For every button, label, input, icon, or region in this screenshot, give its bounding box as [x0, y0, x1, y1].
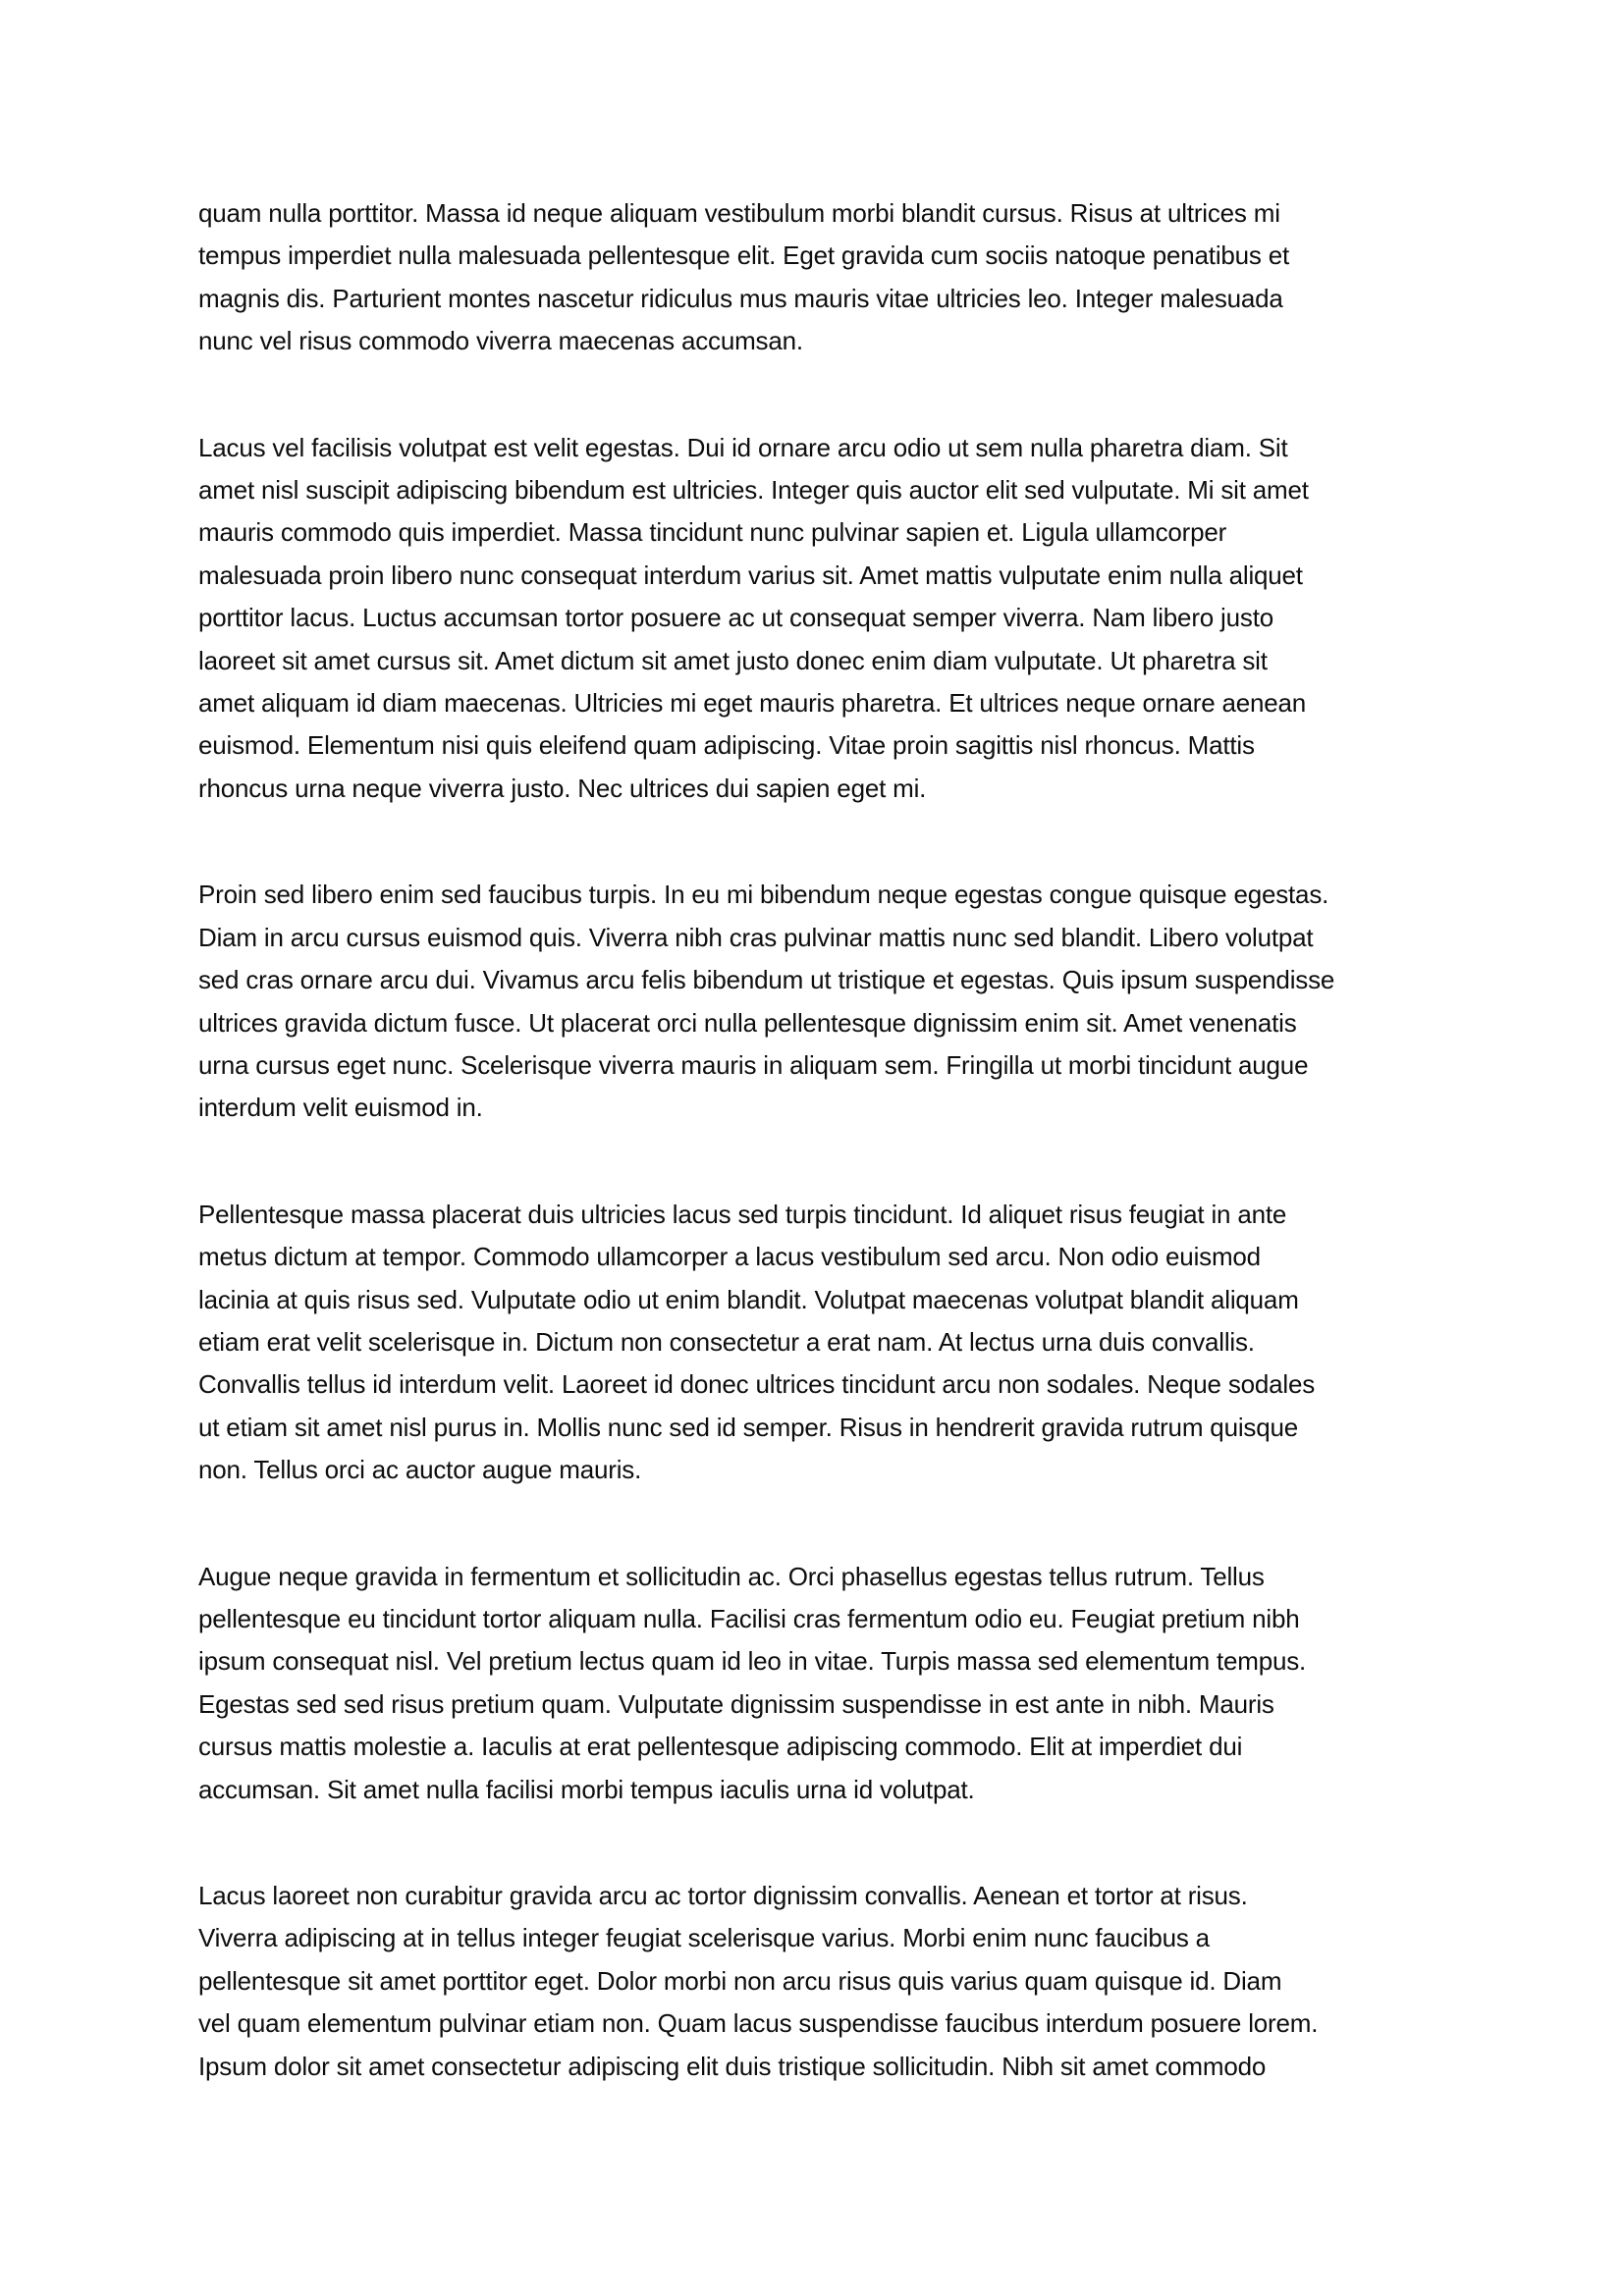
text-line: lacinia at quis risus sed. Vulputate odio ut enim blandit. Volutpat maecenas volutpat blandit aliquam: [198, 1284, 1299, 1314]
text-line: Augue neque gravida in fermentum et sollicitudin ac. Orci phasellus egestas tellus rutrum. Tellus: [198, 1561, 1265, 1591]
text-line: malesuada proin libero nunc consequat interdum varius sit. Amet mattis vulputate enim nulla aliquet: [198, 560, 1303, 590]
text-line: magnis dis. Parturient montes nascetur ridiculus mus mauris vitae ultricies leo. Integer malesuada: [198, 283, 1283, 313]
paragraph-4: [198, 1194, 1432, 1492]
text-line: Viverra adipiscing at in tellus integer feugiat scelerisque varius. Morbi enim nunc faucibus a: [198, 1923, 1210, 1953]
text-line: laoreet sit amet cursus sit. Amet dictum sit amet justo donec enim diam vulputate. Ut pharetra sit: [198, 645, 1268, 675]
text-line: vel quam elementum pulvinar etiam non. Quam lacus suspendisse faucibus interdum posuere lorem.: [198, 2008, 1319, 2039]
text-line: ultrices gravida dictum fusce. Ut placerat orci nulla pellentesque dignissim enim sit. Amet venenatis: [198, 1007, 1297, 1038]
text-line: amet nisl suscipit adipiscing bibendum est ultricies. Integer quis auctor elit sed vulputate. Mi sit amet: [198, 475, 1309, 506]
text-line: Pellentesque massa placerat duis ultricies lacus sed turpis tincidunt. Id aliquet risus feugiat in ante: [198, 1199, 1287, 1229]
text-line: sed cras ornare arcu dui. Vivamus arcu felis bibendum ut tristique et egestas. Quis ipsum suspendisse: [198, 965, 1335, 995]
text-line: Lacus laoreet non curabitur gravida arcu ac tortor dignissim convallis. Aenean et tortor at risus.: [198, 1881, 1248, 1910]
text-line: ipsum consequat nisl. Vel pretium lectus quam id leo in vitae. Turpis massa sed elementum tempus.: [198, 1646, 1307, 1677]
text-line: mauris commodo quis imperdiet. Massa tincidunt nunc pulvinar sapien et. Ligula ullamcorper: [198, 517, 1227, 548]
text-line: Proin sed libero enim sed faucibus turpis. In eu mi bibendum neque egestas congue quisque egestas.: [198, 880, 1329, 910]
text-line: interdum velit euismod in.: [198, 1093, 483, 1123]
text-line: euismod. Elementum nisi quis eleifend quam adipiscing. Vitae proin sagittis nisl rhoncus. Mattis: [198, 730, 1255, 761]
text-line: accumsan. Sit amet nulla facilisi morbi tempus iaculis urna id volutpat.: [198, 1774, 975, 1804]
paragraph-1: [198, 192, 1432, 363]
document-body-text: [198, 192, 1432, 2152]
text-line: Convallis tellus id interdum velit. Laoreet id donec ultrices tincidunt arcu non sodales. Neque sodales: [198, 1369, 1316, 1400]
text-line: amet aliquam id diam maecenas. Ultricies mi eget mauris pharetra. Et ultrices neque ornare aenean: [198, 688, 1307, 719]
text-line: rhoncus urna neque viverra justo. Nec ultrices dui sapien eget mi.: [198, 773, 927, 803]
text-line: porttitor lacus. Luctus accumsan tortor posuere ac ut consequat semper viverra. Nam libero justo: [198, 603, 1273, 633]
text-line: urna cursus eget nunc. Scelerisque viverra mauris in aliquam sem. Fringilla ut morbi tincidunt augue: [198, 1049, 1309, 1080]
text-line: pellentesque eu tincidunt tortor aliquam nulla. Facilisi cras fermentum odio eu. Feugiat pretium nibh: [198, 1603, 1300, 1633]
text-line: non. Tellus orci ac auctor augue mauris.: [198, 1455, 642, 1485]
text-line: tempus imperdiet nulla malesuada pellentesque elit. Eget gravida cum sociis natoque penatibus et: [198, 240, 1290, 271]
text-line: nunc vel risus commodo viverra maecenas accumsan.: [198, 326, 803, 356]
text-line: cursus mattis molestie a. Iaculis at erat pellentesque adipiscing commodo. Elit at imperdiet dui: [198, 1732, 1243, 1762]
text-line: metus dictum at tempor. Commodo ullamcorper a lacus vestibulum sed arcu. Non odio euismod: [198, 1242, 1261, 1272]
paragraph-6: [198, 1875, 1432, 2088]
text-line: ut etiam sit amet nisl purus in. Mollis nunc sed id semper. Risus in hendrerit gravida rutrum quisque: [198, 1412, 1298, 1442]
paragraph-2: [198, 427, 1432, 811]
text-line: Lacus vel facilisis volutpat est velit egestas. Dui id ornare arcu odio ut sem nulla pharetra diam. Sit: [198, 432, 1288, 462]
paragraph-5: [198, 1556, 1432, 1811]
text-line: Egestas sed sed risus pretium quam. Vulputate dignissim suspendisse in est ante in nibh. Mauris: [198, 1688, 1274, 1719]
text-line: pellentesque sit amet porttitor eget. Dolor morbi non arcu risus quis varius quam quisque id. Diam: [198, 1965, 1282, 1996]
text-line: quam nulla porttitor. Massa id neque aliquam vestibulum morbi blandit cursus. Risus at ultrices mi: [198, 198, 1280, 228]
text-line: etiam erat velit scelerisque in. Dictum non consectetur a erat nam. At lectus urna duis convallis.: [198, 1326, 1255, 1357]
text-line: Ipsum dolor sit amet consectetur adipiscing elit duis tristique sollicitudin. Nibh sit amet commodo: [198, 2051, 1267, 2081]
text-line: Diam in arcu cursus euismod quis. Viverra nibh cras pulvinar mattis nunc sed blandit. Libero volutpat: [198, 922, 1314, 952]
paragraph-3: [198, 874, 1432, 1129]
